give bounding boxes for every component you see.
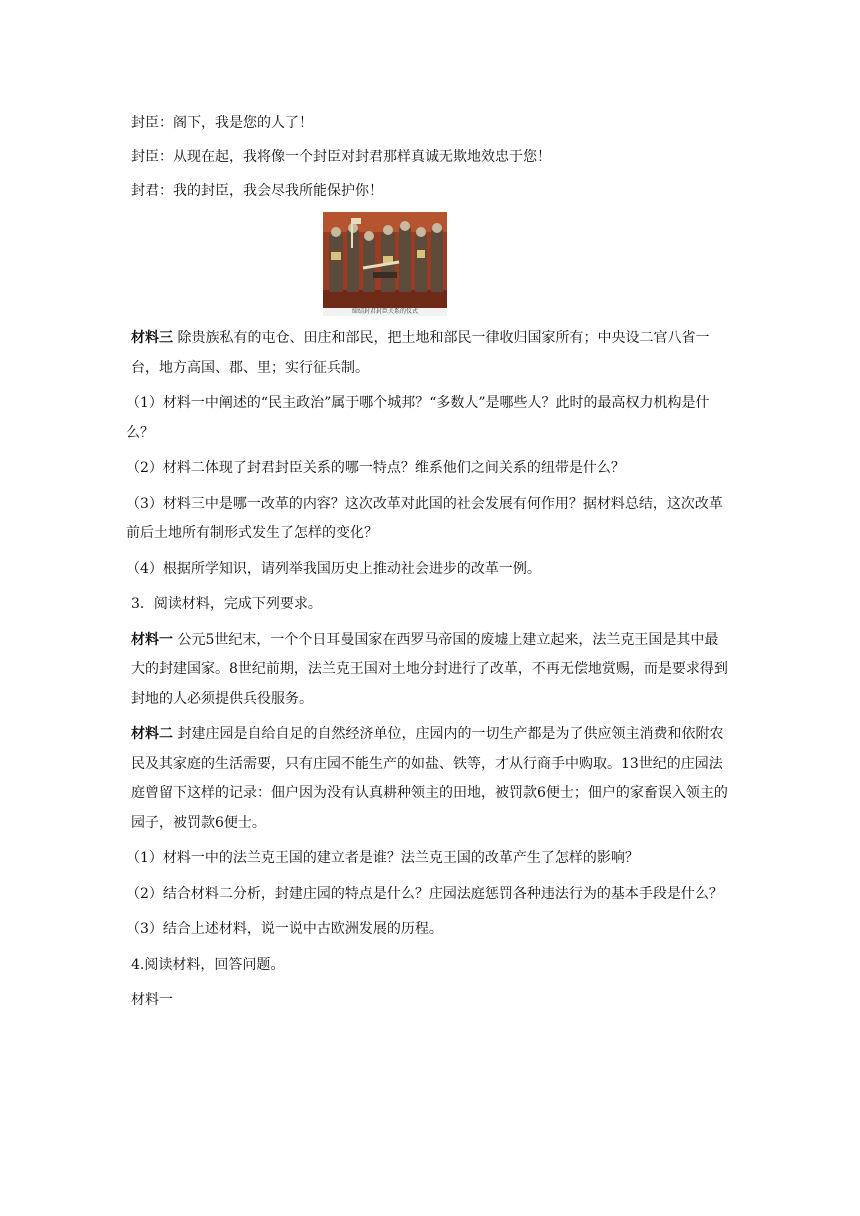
medieval-painting-image xyxy=(323,212,447,308)
document-content xyxy=(126,108,731,1016)
q3-question-3: （3）结合上述材料，说一说中古欧洲发展的历程。 xyxy=(126,921,443,937)
material3-label: 材料三 xyxy=(131,330,173,346)
q2-question-3: （3）材料三中是哪一改革的内容？这次改革对此国的社会发展有何作用？据材料总结，这次改革前后土地所有制形式发生了怎样的变化？ xyxy=(126,495,723,541)
q4-material1-label: 材料一 xyxy=(131,992,173,1008)
q3-material2-text: 封建庄园是自给自足的自然经济单位，庄园内的一切生产都是为了供应领主消费和依附农民及其家庭的生活需要，只有庄园不能生产的如盐、铁等，才从行商手中购取。13世纪的庄园法庭曾留下这样的记录：佃户因为没有认真耕种领主的田地，被罚款6便士；佃户的家畜误入领主的园子，被罚款6便士。 xyxy=(131,726,728,831)
ceremony-figure xyxy=(323,212,447,316)
q3-material1-text: 公元5世纪末，一个个日耳曼国家在西罗马帝国的废墟上建立起来，法兰克王国是其中最大的封建国家。8世纪前期，法兰克王国对土地分封进行了改革，不再无偿地赏赐，而是要求得到封地的人必须提供兵役服务。 xyxy=(131,631,728,707)
q3-title: 3．阅读材料，完成下列要求。 xyxy=(131,596,322,612)
dialog-line-3: 封君：我的封臣，我会尽我所能保护你！ xyxy=(131,183,383,199)
q2-question-1: （1）材料一中阐述的“民主政治”属于哪个城邦？“多数人”是哪些人？此时的最高权力机构是什么？ xyxy=(126,395,710,441)
q3-question-1: （1）材料一中的法兰克王国的建立者是谁？法兰克王国的改革产生了怎样的影响？ xyxy=(126,850,639,866)
q3-material2-label: 材料二 xyxy=(131,726,173,742)
dialog-line-2: 封臣：从现在起，我将像一个封臣对封君那样真诚无欺地效忠于您！ xyxy=(131,149,551,165)
dialog-line-1: 封臣：阁下，我是您的人了！ xyxy=(131,115,313,131)
q2-question-4: （4）根据所学知识，请列举我国历史上推动社会进步的改革一例。 xyxy=(126,560,541,577)
figure-caption: 缔结封君封臣关系的仪式 xyxy=(323,308,447,316)
q3-material1-label: 材料一 xyxy=(131,631,173,648)
q2-question-2: （2）材料二体现了封君封臣关系的哪一特点？维系他们之间关系的纽带是什么？ xyxy=(126,460,625,476)
q3-question-2: （2）结合材料二分析，封建庄园的特点是什么？庄园法庭惩罚各种违法行为的基本手段是什么？ xyxy=(126,885,723,902)
q4-title: 4.阅读材料，回答问题。 xyxy=(131,956,285,973)
material3-text: 除贵族私有的屯仓、田庄和部民，把土地和部民一律收归国家所有；中央设二官八省一台，地方高国、郡、里；实行征兵制。 xyxy=(131,330,710,376)
